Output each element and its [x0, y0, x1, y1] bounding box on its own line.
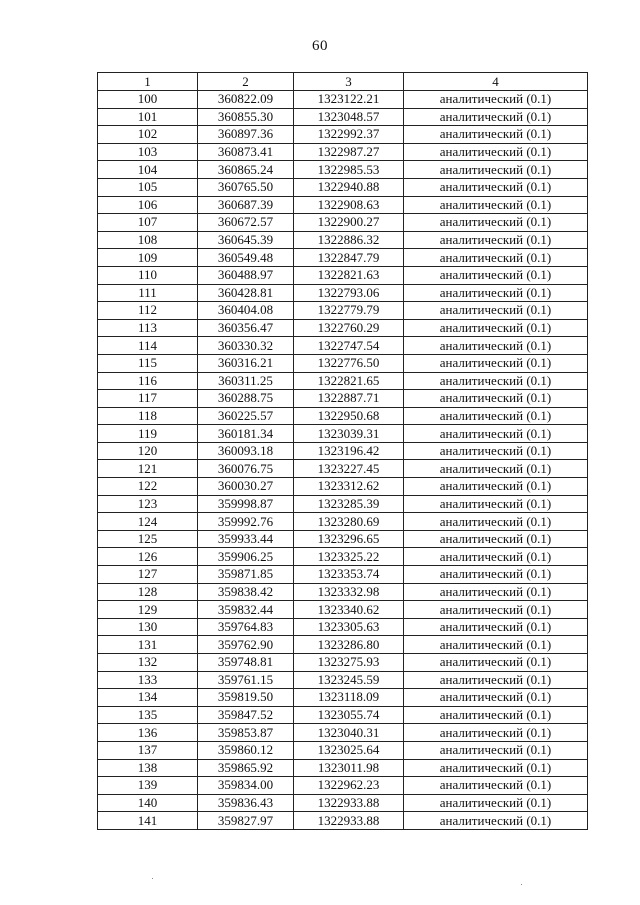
- cell-y-coordinate: 1323275.93: [294, 654, 404, 672]
- cell-x-coordinate: 359764.83: [198, 618, 294, 636]
- cell-x-coordinate: 360225.57: [198, 407, 294, 425]
- cell-x-coordinate: 359992.76: [198, 513, 294, 531]
- cell-method: аналитический (0.1): [404, 583, 588, 601]
- cell-x-coordinate: 360404.08: [198, 302, 294, 320]
- cell-y-coordinate: 1322776.50: [294, 354, 404, 372]
- cell-x-coordinate: 359871.85: [198, 566, 294, 584]
- cell-y-coordinate: 1322940.88: [294, 178, 404, 196]
- cell-x-coordinate: 360181.34: [198, 425, 294, 443]
- table-row: [98, 741, 588, 759]
- cell-x-coordinate: 359832.44: [198, 601, 294, 619]
- cell-y-coordinate: 1322793.06: [294, 284, 404, 302]
- cell-method: аналитический (0.1): [404, 231, 588, 249]
- page-number: 60: [312, 38, 328, 54]
- cell-x-coordinate: 359853.87: [198, 724, 294, 742]
- cell-method: аналитический (0.1): [404, 689, 588, 707]
- table-row: [98, 654, 588, 672]
- cell-method: аналитический (0.1): [404, 741, 588, 759]
- table-row: [98, 196, 588, 214]
- cell-x-coordinate: 360030.27: [198, 478, 294, 496]
- cell-point-number: 121: [98, 460, 198, 478]
- cell-point-number: 109: [98, 249, 198, 267]
- cell-point-number: 125: [98, 530, 198, 548]
- cell-y-coordinate: 1323353.74: [294, 566, 404, 584]
- cell-point-number: 120: [98, 442, 198, 460]
- cell-y-coordinate: 1323286.80: [294, 636, 404, 654]
- cell-y-coordinate: 1323048.57: [294, 108, 404, 126]
- cell-method: аналитический (0.1): [404, 266, 588, 284]
- cell-method: аналитический (0.1): [404, 91, 588, 109]
- cell-method: аналитический (0.1): [404, 495, 588, 513]
- cell-y-coordinate: 1323227.45: [294, 460, 404, 478]
- cell-y-coordinate: 1322962.23: [294, 777, 404, 795]
- cell-point-number: 119: [98, 425, 198, 443]
- cell-method: аналитический (0.1): [404, 196, 588, 214]
- cell-point-number: 134: [98, 689, 198, 707]
- cell-x-coordinate: 359819.50: [198, 689, 294, 707]
- cell-method: аналитический (0.1): [404, 618, 588, 636]
- table-row: [98, 337, 588, 355]
- cell-point-number: 101: [98, 108, 198, 126]
- cell-y-coordinate: 1323122.21: [294, 91, 404, 109]
- cell-point-number: 113: [98, 319, 198, 337]
- cell-x-coordinate: 359748.81: [198, 654, 294, 672]
- cell-point-number: 100: [98, 91, 198, 109]
- cell-x-coordinate: 359836.43: [198, 794, 294, 812]
- cell-y-coordinate: 1322908.63: [294, 196, 404, 214]
- table-row: [98, 425, 588, 443]
- cell-x-coordinate: 360645.39: [198, 231, 294, 249]
- table-row: [98, 495, 588, 513]
- coordinates-table: [97, 72, 588, 830]
- table-row: [98, 513, 588, 531]
- cell-point-number: 123: [98, 495, 198, 513]
- cell-method: аналитический (0.1): [404, 513, 588, 531]
- cell-point-number: 124: [98, 513, 198, 531]
- cell-x-coordinate: 360428.81: [198, 284, 294, 302]
- table-row: [98, 302, 588, 320]
- table-row: [98, 671, 588, 689]
- cell-point-number: 128: [98, 583, 198, 601]
- cell-y-coordinate: 1323011.98: [294, 759, 404, 777]
- cell-x-coordinate: 360288.75: [198, 390, 294, 408]
- table-row: [98, 214, 588, 232]
- cell-method: аналитический (0.1): [404, 636, 588, 654]
- cell-method: аналитический (0.1): [404, 425, 588, 443]
- cell-method: аналитический (0.1): [404, 407, 588, 425]
- cell-y-coordinate: 1322821.63: [294, 266, 404, 284]
- cell-point-number: 105: [98, 178, 198, 196]
- cell-point-number: 139: [98, 777, 198, 795]
- cell-method: аналитический (0.1): [404, 249, 588, 267]
- cell-method: аналитический (0.1): [404, 759, 588, 777]
- table-row: [98, 724, 588, 742]
- table-row: [98, 354, 588, 372]
- cell-y-coordinate: 1323280.69: [294, 513, 404, 531]
- cell-point-number: 129: [98, 601, 198, 619]
- scan-speck: [521, 884, 522, 885]
- table-row: [98, 407, 588, 425]
- table-row: [98, 618, 588, 636]
- cell-y-coordinate: 1323245.59: [294, 671, 404, 689]
- cell-method: аналитический (0.1): [404, 337, 588, 355]
- cell-point-number: 136: [98, 724, 198, 742]
- cell-method: аналитический (0.1): [404, 812, 588, 830]
- cell-method: аналитический (0.1): [404, 126, 588, 144]
- cell-x-coordinate: 359827.97: [198, 812, 294, 830]
- table-row: [98, 601, 588, 619]
- cell-y-coordinate: 1322887.71: [294, 390, 404, 408]
- cell-y-coordinate: 1323025.64: [294, 741, 404, 759]
- cell-y-coordinate: 1323325.22: [294, 548, 404, 566]
- table-row: [98, 566, 588, 584]
- table-row: [98, 249, 588, 267]
- table-row: [98, 530, 588, 548]
- table-row: [98, 759, 588, 777]
- cell-point-number: 114: [98, 337, 198, 355]
- cell-method: аналитический (0.1): [404, 354, 588, 372]
- cell-y-coordinate: 1323118.09: [294, 689, 404, 707]
- cell-x-coordinate: 360093.18: [198, 442, 294, 460]
- cell-point-number: 140: [98, 794, 198, 812]
- cell-x-coordinate: 359834.00: [198, 777, 294, 795]
- cell-y-coordinate: 1322992.37: [294, 126, 404, 144]
- cell-point-number: 137: [98, 741, 198, 759]
- cell-y-coordinate: 1322950.68: [294, 407, 404, 425]
- cell-x-coordinate: 360873.41: [198, 143, 294, 161]
- column-header-x-coordinate: 2: [198, 73, 294, 91]
- table-row: [98, 636, 588, 654]
- cell-y-coordinate: 1323296.65: [294, 530, 404, 548]
- cell-point-number: 102: [98, 126, 198, 144]
- cell-point-number: 103: [98, 143, 198, 161]
- cell-x-coordinate: 360488.97: [198, 266, 294, 284]
- table-row: [98, 548, 588, 566]
- cell-y-coordinate: 1322987.27: [294, 143, 404, 161]
- cell-method: аналитический (0.1): [404, 161, 588, 179]
- cell-y-coordinate: 1322886.32: [294, 231, 404, 249]
- cell-y-coordinate: 1322747.54: [294, 337, 404, 355]
- cell-point-number: 118: [98, 407, 198, 425]
- cell-method: аналитический (0.1): [404, 548, 588, 566]
- cell-x-coordinate: 359762.90: [198, 636, 294, 654]
- column-header-point-number: 1: [98, 73, 198, 91]
- cell-y-coordinate: 1322985.53: [294, 161, 404, 179]
- table-row: [98, 689, 588, 707]
- cell-method: аналитический (0.1): [404, 601, 588, 619]
- cell-point-number: 112: [98, 302, 198, 320]
- table-header: [98, 73, 588, 91]
- table-row: [98, 390, 588, 408]
- cell-x-coordinate: 359847.52: [198, 706, 294, 724]
- table-row: [98, 266, 588, 284]
- column-header-y-coordinate: 3: [294, 73, 404, 91]
- cell-method: аналитический (0.1): [404, 214, 588, 232]
- cell-x-coordinate: 359865.92: [198, 759, 294, 777]
- cell-method: аналитический (0.1): [404, 460, 588, 478]
- cell-x-coordinate: 360687.39: [198, 196, 294, 214]
- cell-point-number: 132: [98, 654, 198, 672]
- cell-point-number: 122: [98, 478, 198, 496]
- table-row: [98, 478, 588, 496]
- cell-point-number: 138: [98, 759, 198, 777]
- cell-method: аналитический (0.1): [404, 178, 588, 196]
- cell-x-coordinate: 359906.25: [198, 548, 294, 566]
- column-header-method: 4: [404, 73, 588, 91]
- cell-y-coordinate: 1322760.29: [294, 319, 404, 337]
- table-row: [98, 812, 588, 830]
- table-row: [98, 794, 588, 812]
- cell-method: аналитический (0.1): [404, 108, 588, 126]
- cell-y-coordinate: 1322900.27: [294, 214, 404, 232]
- cell-y-coordinate: 1322933.88: [294, 794, 404, 812]
- cell-method: аналитический (0.1): [404, 794, 588, 812]
- table-header-row: [98, 73, 588, 91]
- cell-x-coordinate: 360672.57: [198, 214, 294, 232]
- cell-point-number: 107: [98, 214, 198, 232]
- table-row: [98, 460, 588, 478]
- cell-point-number: 127: [98, 566, 198, 584]
- cell-y-coordinate: 1323285.39: [294, 495, 404, 513]
- cell-method: аналитический (0.1): [404, 319, 588, 337]
- cell-y-coordinate: 1323055.74: [294, 706, 404, 724]
- cell-method: аналитический (0.1): [404, 706, 588, 724]
- table-row: [98, 91, 588, 109]
- cell-point-number: 131: [98, 636, 198, 654]
- cell-point-number: 130: [98, 618, 198, 636]
- table-row: [98, 284, 588, 302]
- cell-x-coordinate: 360822.09: [198, 91, 294, 109]
- cell-x-coordinate: 360855.30: [198, 108, 294, 126]
- cell-method: аналитический (0.1): [404, 654, 588, 672]
- cell-x-coordinate: 360311.25: [198, 372, 294, 390]
- table-row: [98, 372, 588, 390]
- table-row: [98, 706, 588, 724]
- table-body: [98, 91, 588, 830]
- table-row: [98, 442, 588, 460]
- cell-x-coordinate: 360330.32: [198, 337, 294, 355]
- cell-method: аналитический (0.1): [404, 442, 588, 460]
- cell-x-coordinate: 359998.87: [198, 495, 294, 513]
- cell-y-coordinate: 1323305.63: [294, 618, 404, 636]
- cell-method: аналитический (0.1): [404, 777, 588, 795]
- table-row: [98, 231, 588, 249]
- cell-x-coordinate: 360897.36: [198, 126, 294, 144]
- cell-point-number: 104: [98, 161, 198, 179]
- cell-x-coordinate: 360865.24: [198, 161, 294, 179]
- cell-method: аналитический (0.1): [404, 671, 588, 689]
- cell-y-coordinate: 1323040.31: [294, 724, 404, 742]
- cell-method: аналитический (0.1): [404, 302, 588, 320]
- cell-method: аналитический (0.1): [404, 530, 588, 548]
- cell-y-coordinate: 1322821.65: [294, 372, 404, 390]
- cell-y-coordinate: 1323039.31: [294, 425, 404, 443]
- cell-point-number: 133: [98, 671, 198, 689]
- cell-method: аналитический (0.1): [404, 566, 588, 584]
- cell-x-coordinate: 359860.12: [198, 741, 294, 759]
- table-row: [98, 319, 588, 337]
- cell-point-number: 106: [98, 196, 198, 214]
- cell-x-coordinate: 360765.50: [198, 178, 294, 196]
- cell-y-coordinate: 1322779.79: [294, 302, 404, 320]
- cell-x-coordinate: 360549.48: [198, 249, 294, 267]
- table-row: [98, 126, 588, 144]
- cell-point-number: 108: [98, 231, 198, 249]
- cell-x-coordinate: 360076.75: [198, 460, 294, 478]
- cell-x-coordinate: 360356.47: [198, 319, 294, 337]
- cell-method: аналитический (0.1): [404, 143, 588, 161]
- cell-point-number: 141: [98, 812, 198, 830]
- cell-x-coordinate: 359933.44: [198, 530, 294, 548]
- cell-point-number: 110: [98, 266, 198, 284]
- cell-method: аналитический (0.1): [404, 724, 588, 742]
- cell-point-number: 111: [98, 284, 198, 302]
- cell-point-number: 117: [98, 390, 198, 408]
- cell-point-number: 116: [98, 372, 198, 390]
- cell-x-coordinate: 359838.42: [198, 583, 294, 601]
- cell-method: аналитический (0.1): [404, 390, 588, 408]
- cell-y-coordinate: 1323340.62: [294, 601, 404, 619]
- cell-x-coordinate: 360316.21: [198, 354, 294, 372]
- table-row: [98, 178, 588, 196]
- cell-point-number: 115: [98, 354, 198, 372]
- cell-method: аналитический (0.1): [404, 478, 588, 496]
- cell-y-coordinate: 1323196.42: [294, 442, 404, 460]
- cell-point-number: 135: [98, 706, 198, 724]
- table-row: [98, 143, 588, 161]
- table-row: [98, 161, 588, 179]
- table-row: [98, 583, 588, 601]
- table-row: [98, 777, 588, 795]
- cell-y-coordinate: 1322933.88: [294, 812, 404, 830]
- cell-x-coordinate: 359761.15: [198, 671, 294, 689]
- cell-y-coordinate: 1323332.98: [294, 583, 404, 601]
- table-row: [98, 108, 588, 126]
- cell-y-coordinate: 1323312.62: [294, 478, 404, 496]
- cell-point-number: 126: [98, 548, 198, 566]
- cell-method: аналитический (0.1): [404, 372, 588, 390]
- cell-method: аналитический (0.1): [404, 284, 588, 302]
- cell-y-coordinate: 1322847.79: [294, 249, 404, 267]
- scan-speck: [152, 878, 153, 879]
